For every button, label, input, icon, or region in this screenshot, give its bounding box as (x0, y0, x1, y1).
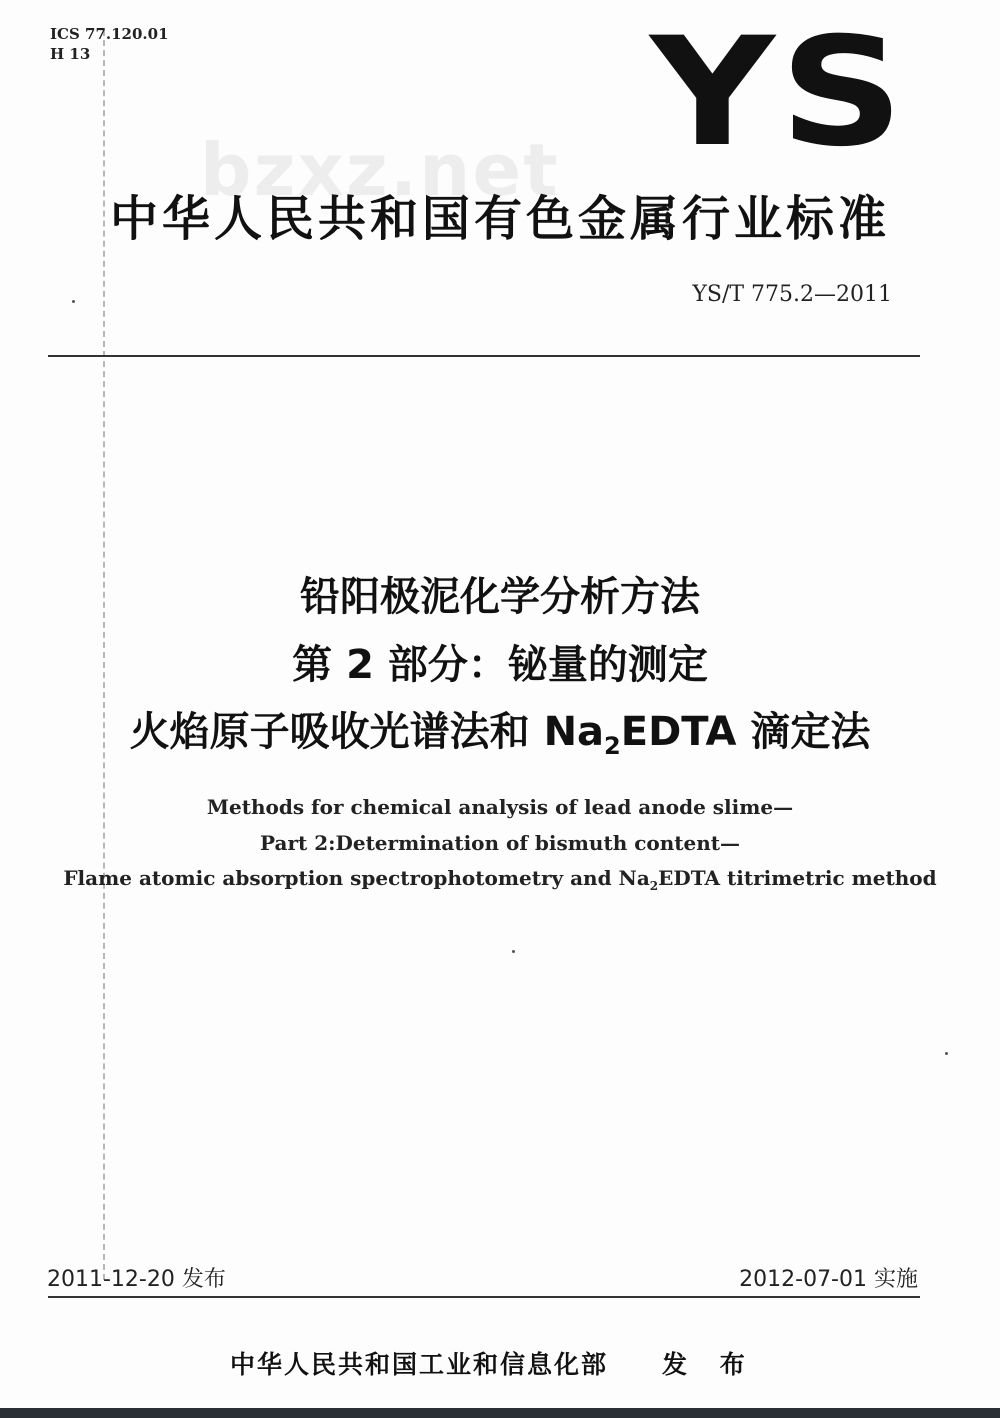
footer-divider (48, 1296, 920, 1298)
title-en-line3-sub: 2 (649, 879, 659, 893)
ics-code: ICS 77.120.01 (50, 25, 169, 43)
title-zh-line2: 第 2 部分：铋量的测定 (292, 642, 708, 688)
scan-speck (945, 1052, 948, 1055)
title-en-line3 (0, 866, 1000, 893)
title-en-line2: Part 2:Determination of bismuth content— (260, 831, 740, 855)
title-zh-line3-suffix: EDTA 滴定法 (620, 709, 871, 755)
title-en-line3-prefix: Flame atomic absorption spectrophotometry and Na (63, 866, 650, 890)
ccs-code: H 13 (50, 45, 91, 63)
viewer-bottom-bar (0, 1408, 1000, 1418)
scan-speck (512, 950, 515, 953)
title-en-line3-suffix: EDTA titrimetric method (658, 866, 937, 890)
ys-logo: YS (650, 6, 909, 180)
publisher-name: 中华人民共和国工业和信息化部 (230, 1350, 609, 1379)
implementation-date: 2012-07-01 实施 (739, 1267, 918, 1292)
title-zh-line3-prefix: 火焰原子吸收光谱法和 Na (129, 709, 605, 755)
title-zh-line3-sub: 2 (604, 732, 621, 760)
title-en-line1: Methods for chemical analysis of lead anode slime— (206, 795, 794, 819)
publisher (230, 1345, 757, 1381)
issue-date: 2011-12-20 发布 (47, 1267, 226, 1292)
scan-speck (72, 300, 75, 303)
header-divider (48, 355, 920, 357)
title-zh-line1: 铅阳极泥化学分析方法 (300, 574, 700, 620)
org-title: 中华人民共和国有色金属行业标准 (109, 191, 890, 247)
publisher-action: 发 布 (662, 1350, 757, 1379)
title-zh-line3 (0, 700, 1000, 760)
watermark: bzxz.net (200, 128, 560, 212)
classification-codes (50, 24, 169, 64)
standard-number: YS/T 775.2—2011 (692, 282, 892, 307)
